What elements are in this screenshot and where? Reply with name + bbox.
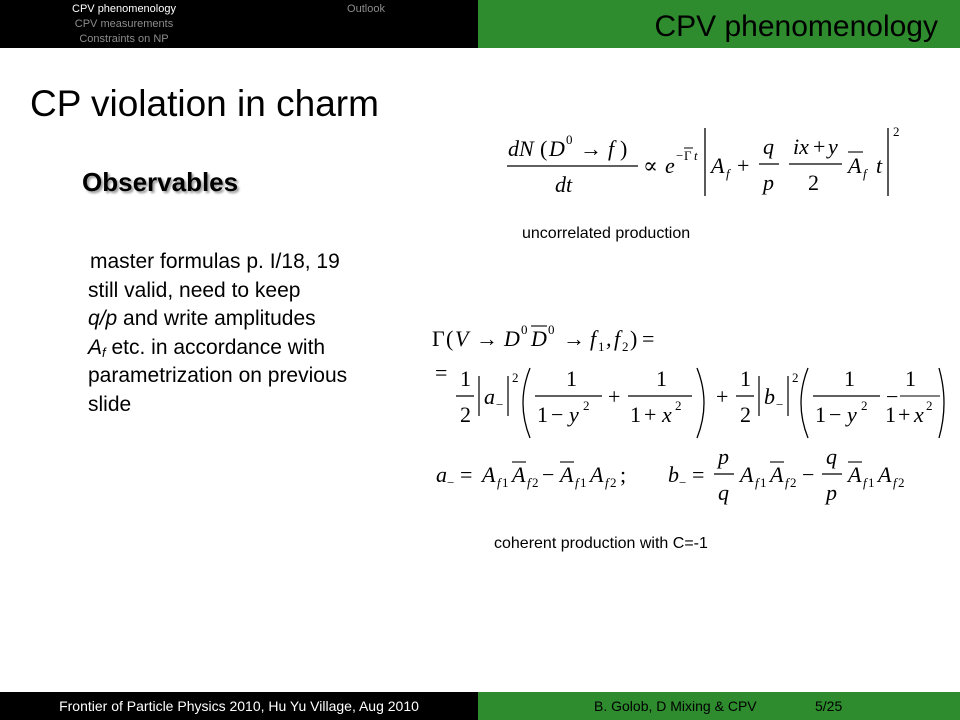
svg-text:1: 1	[580, 475, 587, 490]
svg-text:q: q	[826, 444, 837, 469]
svg-text:A: A	[848, 153, 862, 178]
svg-text:f: f	[726, 166, 730, 181]
svg-text:a: a	[484, 384, 495, 409]
svg-text:ix: ix	[793, 134, 809, 159]
body-line-4	[88, 334, 430, 363]
slide-title: CP violation in charm	[30, 83, 379, 124]
svg-text:y: y	[828, 134, 838, 159]
svg-text:2: 2	[675, 398, 682, 413]
nav-item-cpv-measurements[interactable]: CPV measurements	[74, 18, 174, 30]
svg-text:=: =	[642, 326, 655, 351]
svg-text:1: 1	[815, 402, 826, 427]
nav-item-cpv-phenomenology[interactable]: CPV phenomenology	[72, 3, 176, 15]
svg-text:b: b	[668, 462, 679, 487]
svg-text:f: f	[605, 475, 609, 490]
caption-coherent: coherent production with C=-1	[494, 535, 708, 552]
qp-symbol: q/p	[88, 307, 118, 330]
svg-text:−: −	[496, 397, 504, 412]
svg-text:1: 1	[566, 366, 577, 391]
svg-text:f: f	[755, 475, 759, 490]
svg-text:f: f	[785, 475, 789, 490]
svg-text:0: 0	[521, 322, 528, 337]
svg-text:e: e	[665, 153, 675, 178]
body-line-4-text: etc. in accordance with	[111, 335, 326, 359]
svg-text:2: 2	[740, 402, 751, 427]
svg-text:0: 0	[548, 322, 555, 337]
svg-text:(: (	[540, 136, 548, 161]
body-line-3	[88, 305, 430, 334]
svg-text:−: −	[829, 402, 842, 427]
body-line-6: slide	[88, 392, 132, 416]
svg-text:−: −	[447, 475, 455, 490]
svg-text:D: D	[549, 136, 565, 161]
svg-text:q: q	[718, 480, 729, 505]
svg-text:=: =	[460, 462, 473, 487]
slide-header	[0, 0, 960, 48]
svg-text:1: 1	[740, 366, 751, 391]
nav-outlook-column	[326, 2, 406, 17]
svg-text:−: −	[676, 148, 684, 163]
svg-text:f: f	[863, 475, 867, 490]
svg-text:2: 2	[861, 398, 868, 413]
nav-sections	[40, 2, 208, 47]
nav-item-constraints-on-np[interactable]: Constraints on NP	[79, 33, 169, 45]
svg-text:2: 2	[926, 398, 933, 413]
svg-text:dN: dN	[508, 136, 534, 161]
svg-text:2: 2	[532, 475, 539, 490]
svg-text:−: −	[802, 462, 815, 487]
svg-text:1: 1	[760, 475, 767, 490]
svg-text:p: p	[763, 170, 774, 195]
svg-text:−: −	[776, 397, 784, 412]
svg-text:A: A	[711, 153, 725, 178]
svg-text:,: ,	[606, 326, 612, 351]
svg-text:+: +	[644, 402, 657, 427]
body-line-1: master formulas p. I/18, 19	[90, 250, 340, 273]
svg-text:1: 1	[844, 366, 855, 391]
svg-text:f: f	[527, 475, 531, 490]
svg-text:A: A	[560, 462, 574, 487]
svg-text:dt: dt	[555, 172, 573, 197]
svg-text:+: +	[813, 134, 826, 159]
svg-text:−: −	[551, 402, 564, 427]
svg-text:+: +	[898, 402, 911, 427]
frame-title: CPV phenomenology	[654, 10, 938, 43]
body-text	[90, 248, 430, 419]
svg-text:=: =	[692, 462, 705, 487]
svg-text:f: f	[863, 166, 867, 181]
svg-text:−: −	[886, 384, 899, 409]
svg-text:A: A	[740, 462, 754, 487]
svg-text:+: +	[716, 384, 729, 409]
svg-text:2: 2	[893, 124, 900, 139]
svg-text:x: x	[914, 402, 924, 427]
footer-author: B. Golob, D Mixing & CPV	[594, 698, 757, 714]
svg-text:2: 2	[790, 475, 797, 490]
section-heading: Observables	[82, 167, 239, 197]
svg-text:y: y	[847, 402, 857, 427]
svg-text:1: 1	[885, 402, 896, 427]
svg-text:2: 2	[583, 398, 590, 413]
svg-text:+: +	[737, 153, 750, 178]
svg-text:1: 1	[502, 475, 509, 490]
svg-text:p: p	[826, 480, 837, 505]
svg-text:→: →	[580, 136, 602, 161]
formula-coherent-rate	[430, 310, 950, 520]
svg-text:=: =	[435, 360, 448, 385]
svg-text:): )	[630, 326, 638, 351]
svg-text:A: A	[512, 462, 526, 487]
svg-text:f: f	[575, 475, 579, 490]
svg-text:A: A	[590, 462, 604, 487]
svg-text:1: 1	[630, 402, 641, 427]
svg-text:): )	[620, 136, 628, 161]
slide-footer	[0, 692, 960, 720]
amplitude-subscript: f	[102, 344, 106, 360]
svg-text:+: +	[608, 384, 621, 409]
svg-text:D: D	[531, 326, 547, 351]
svg-text:t: t	[876, 153, 883, 178]
svg-text:1: 1	[537, 402, 548, 427]
header-nav-panel	[0, 0, 478, 48]
svg-text:→: →	[563, 326, 585, 351]
body-line-2: still valid, need to keep	[88, 278, 301, 302]
svg-text:(: (	[446, 326, 454, 351]
svg-text:t: t	[694, 148, 698, 163]
body-line-5: parametrization on previous	[88, 364, 348, 387]
svg-text:A: A	[482, 462, 496, 487]
svg-text:f: f	[590, 326, 597, 351]
svg-text:2: 2	[622, 339, 629, 354]
svg-text:∝: ∝	[643, 153, 658, 178]
svg-text:2: 2	[512, 370, 519, 385]
svg-text:Γ: Γ	[432, 326, 445, 351]
footer-page-number: 5/25	[815, 698, 843, 714]
svg-text:Γ: Γ	[684, 148, 692, 163]
svg-text:a: a	[436, 462, 447, 487]
svg-text:1: 1	[905, 366, 916, 391]
body-line-3-text: and write amplitudes	[123, 307, 316, 330]
svg-text:;: ;	[620, 462, 627, 487]
svg-text:2: 2	[898, 475, 905, 490]
svg-text:V: V	[455, 326, 469, 351]
caption-uncorrelated: uncorrelated production	[522, 225, 691, 242]
svg-text:x: x	[662, 402, 672, 427]
svg-text:A: A	[848, 462, 862, 487]
svg-text:A: A	[770, 462, 784, 487]
formula-decay-rate	[505, 120, 935, 200]
svg-text:q: q	[763, 134, 774, 159]
svg-text:2: 2	[792, 370, 799, 385]
amplitude-symbol: A	[88, 335, 103, 359]
svg-text:2: 2	[610, 475, 617, 490]
svg-text:f: f	[614, 326, 621, 351]
svg-text:−: −	[542, 462, 555, 487]
svg-text:D: D	[504, 326, 520, 351]
svg-text:0: 0	[566, 132, 573, 147]
svg-text:1: 1	[460, 366, 471, 391]
svg-text:→: →	[476, 326, 498, 351]
svg-text:A: A	[878, 462, 892, 487]
svg-text:2: 2	[460, 402, 471, 427]
svg-text:b: b	[764, 384, 775, 409]
svg-text:−: −	[679, 475, 687, 490]
svg-text:1: 1	[868, 475, 875, 490]
svg-text:1: 1	[656, 366, 667, 391]
svg-text:p: p	[718, 444, 729, 469]
svg-text:1: 1	[598, 339, 605, 354]
svg-text:2: 2	[808, 170, 819, 195]
svg-text:f: f	[608, 136, 615, 161]
footer-conference: Frontier of Particle Physics 2010, Hu Yu Village, Aug 2010	[59, 698, 419, 714]
svg-text:f: f	[497, 475, 501, 490]
nav-item-outlook[interactable]: Outlook	[347, 3, 385, 15]
svg-text:f: f	[893, 475, 897, 490]
svg-text:y: y	[569, 402, 579, 427]
